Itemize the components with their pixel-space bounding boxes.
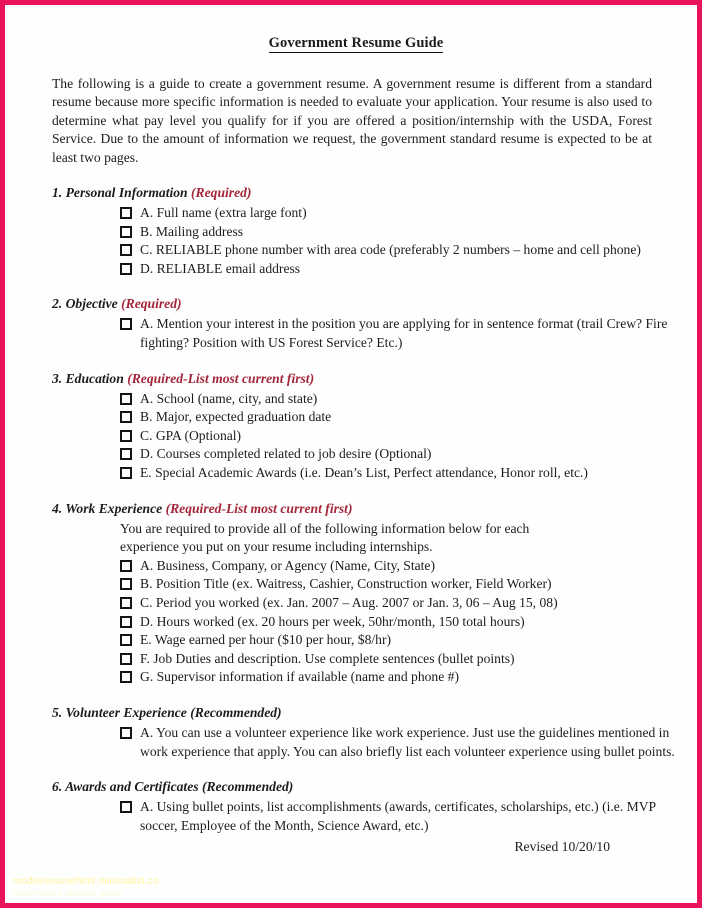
section-body <box>52 724 675 761</box>
checkbox-icon[interactable] <box>120 430 132 442</box>
intro-paragraph: The following is a guide to create a government resume. A government resume is different from a standard resume because more specific information is needed to evaluate your application. Your resume is also used to determine what pay level you qualify for if you are offered a position/internship with the USDA, Forest Service. Due to the amount of information we request, the government standard resume is expected to be at least two pages. <box>52 76 652 165</box>
checklist-item-label: D. Courses completed related to job desire (Optional) <box>140 446 432 462</box>
section-heading <box>52 778 660 795</box>
section-name: Volunteer Experience <box>65 704 187 720</box>
checkbox-icon[interactable] <box>120 801 132 813</box>
checkbox-icon[interactable] <box>120 671 132 683</box>
revised-date: Revised 10/20/10 <box>514 839 610 854</box>
checkbox-icon[interactable] <box>120 597 132 609</box>
checkbox-icon[interactable] <box>120 616 132 628</box>
checklist-item[interactable] <box>120 223 678 242</box>
page-title-text: Government Resume Guide <box>268 35 444 51</box>
checklist-item[interactable] <box>120 408 678 427</box>
section-number: 1. <box>52 185 63 201</box>
checkbox-icon[interactable] <box>120 560 132 572</box>
checkbox-icon[interactable] <box>120 226 132 238</box>
checklist-item[interactable] <box>120 668 678 687</box>
checklist-item-label: A. Business, Company, or Agency (Name, City, State) <box>140 557 435 573</box>
checklist-item[interactable] <box>120 390 678 409</box>
checkbox-icon[interactable] <box>120 411 132 423</box>
section-name: Awards and Certificates <box>65 779 199 795</box>
section <box>52 500 660 687</box>
section-qualifier: (Required-List most current first) <box>127 370 315 386</box>
checklist-item-label: D. RELIABLE email address <box>140 260 301 276</box>
checklist-item-label: B. Major, expected graduation date <box>140 409 332 425</box>
sections-container <box>52 184 675 835</box>
section-body <box>52 798 660 835</box>
section-heading <box>52 370 660 387</box>
checklist-item-label: F. Job Duties and description. Use complete sentences (bullet points) <box>140 650 515 666</box>
section-qualifier: (Recommended) <box>201 779 294 795</box>
section-number: 3. <box>52 370 63 386</box>
checklist-item[interactable] <box>120 650 678 669</box>
checklist-item[interactable] <box>120 241 678 260</box>
section-body <box>52 520 660 687</box>
section-heading <box>52 184 660 201</box>
page-title <box>52 35 660 53</box>
checkbox-icon[interactable] <box>120 393 132 405</box>
section-body <box>52 390 660 483</box>
checklist-item-label: B. Position Title (ex. Waitress, Cashier, Construction worker, Field Worker) <box>140 576 552 592</box>
watermark <box>13 876 159 898</box>
checkbox-icon[interactable] <box>120 578 132 590</box>
checklist-item-label: C. Period you worked (ex. Jan. 2007 – Aug. 2007 or Jan. 3, 06 – Aug 15, 08) <box>140 594 558 610</box>
checklist-item[interactable] <box>120 427 678 446</box>
section-name: Work Experience <box>65 500 163 516</box>
checklist-item-label: A. Mention your interest in the position you are applying for in sentence format (trail Crew? Fire fighting? Position with US Forest Service? Etc.) <box>140 316 668 350</box>
section-body <box>52 315 668 352</box>
checkbox-icon[interactable] <box>120 448 132 460</box>
section-qualifier: (Recommended) <box>190 704 282 720</box>
checklist-item-label: D. Hours worked (ex. 20 hours per week, 50hr/month, 150 total hours) <box>140 613 525 629</box>
section <box>52 704 675 761</box>
checklist-item[interactable] <box>120 464 678 483</box>
section-number: 2. <box>52 296 63 312</box>
checkbox-icon[interactable] <box>120 244 132 256</box>
section-heading <box>52 295 660 312</box>
checkbox-icon[interactable] <box>120 263 132 275</box>
checklist-item-label: C. RELIABLE phone number with area code (preferably 2 numbers – home and cell phone) <box>140 242 641 258</box>
checkbox-icon[interactable] <box>120 467 132 479</box>
checklist-item[interactable] <box>120 798 678 835</box>
section-heading <box>52 704 660 721</box>
checklist-item-label: A. Full name (extra large font) <box>140 205 307 221</box>
section-body <box>52 204 660 278</box>
checklist-item[interactable] <box>120 557 678 576</box>
checklist-item-label: A. Using bullet points, list accomplishments (awards, certificates, scholarships, etc.) (i.e. MVP soccer, Employee of the Month, Science Award, etc.) <box>140 799 656 833</box>
section <box>52 778 660 835</box>
document-sheet <box>52 5 675 908</box>
checklist-item[interactable] <box>120 445 678 464</box>
checklist-item[interactable] <box>120 594 678 613</box>
checklist-item-label: E. Wage earned per hour ($10 per hour, $8/hr) <box>140 632 392 648</box>
checklist-item[interactable] <box>120 315 678 352</box>
checklist-item[interactable] <box>120 724 678 761</box>
checklist-item-label: G. Supervisor information if available (name and phone #) <box>140 669 459 685</box>
checklist-item-label: A. School (name, city, and state) <box>140 390 318 406</box>
section-qualifier: (Required) <box>191 185 252 201</box>
checkbox-icon[interactable] <box>120 318 132 330</box>
watermark-line-1: modelresumehtml.minimalist.co <box>13 876 159 887</box>
section-number: 4. <box>52 500 63 516</box>
checkbox-icon[interactable] <box>120 653 132 665</box>
checklist-item-label: C. GPA (Optional) <box>140 427 242 443</box>
checklist-item-label: A. You can use a volunteer experience like work experience. Just use the guidelines mentioned in work experience that apply. You can also briefly list each volunteer experience using bullet points. <box>140 724 675 759</box>
checklist-item-label: E. Special Academic Awards (i.e. Dean’s List, Perfect attendance, Honor roll, etc.) <box>140 464 588 480</box>
section-name: Objective <box>65 296 118 312</box>
section-qualifier: (Required) <box>121 296 182 312</box>
checklist-item[interactable] <box>120 575 678 594</box>
section-name: Personal Information <box>65 185 188 201</box>
section-name: Education <box>65 370 124 386</box>
section <box>52 184 660 278</box>
section-qualifier: (Required-List most current first) <box>165 500 353 516</box>
checkbox-icon[interactable] <box>120 207 132 219</box>
checklist-item-label: B. Mailing address <box>140 223 244 239</box>
checklist-item[interactable] <box>120 204 678 223</box>
checklist-item[interactable] <box>120 260 678 279</box>
section-heading <box>52 500 660 517</box>
section-number: 5. <box>52 704 63 720</box>
section-number: 6. <box>52 779 63 795</box>
checkbox-icon[interactable] <box>120 727 132 739</box>
section-note: You are required to provide all of the following information below for each experience you put on your resume including internships. <box>120 520 530 555</box>
checklist-item[interactable] <box>120 631 678 650</box>
watermark-line-2: government resume guide <box>13 888 123 898</box>
section <box>52 295 668 352</box>
checkbox-icon[interactable] <box>120 634 132 646</box>
section <box>52 370 660 483</box>
checklist-item[interactable] <box>120 613 678 632</box>
